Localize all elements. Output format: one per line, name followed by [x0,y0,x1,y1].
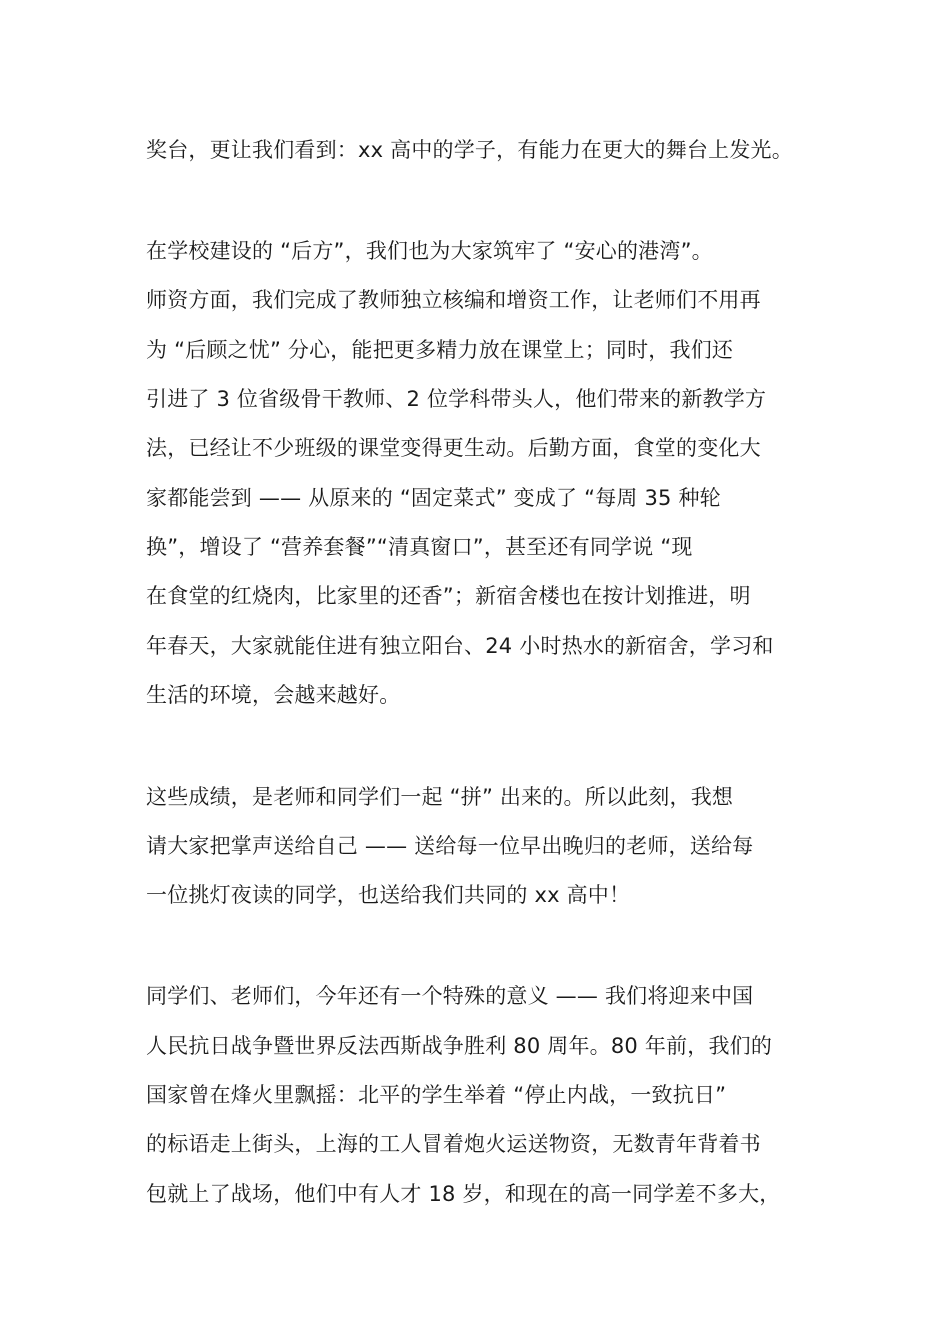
text-line: 的标语走上街头，上海的工人冒着炮火运送物资，无数青年背着书 [146,1132,761,1156]
text-line: 为 “后顾之忧” 分心，能把更多精力放在课堂上；同时，我们还 [146,338,734,362]
text-line: 这些成绩，是老师和同学们一起 “拼” 出来的。所以此刻，我想 [146,785,734,809]
text-line: 人民抗日战争暨世界反法西斯战争胜利 80 周年。80 年前，我们的 [146,1034,773,1058]
text-line: 生活的环境，会越来越好。 [146,683,401,707]
text-line: 法，已经让不少班级的课堂变得更生动。后勤方面，食堂的变化大 [146,436,761,460]
text-line: 奖台，更让我们看到：xx 高中的学子，有能力在更大的舞台上发光。 [146,138,793,162]
text-line: 一位挑灯夜读的同学，也送给我们共同的 xx 高中！ [146,883,631,907]
text-line: 引进了 3 位省级骨干教师、2 位学科带头人，他们带来的新教学方 [146,387,767,411]
text-line: 家都能尝到 —— 从原来的 “固定菜式” 变成了 “每周 35 种轮 [146,486,721,510]
text-line: 包就上了战场，他们中有人才 18 岁，和现在的高一同学差不多大， [146,1182,781,1206]
text-line: 请大家把掌声送给自己 —— 送给每一位早出晚归的老师，送给每 [146,834,754,858]
text-line: 换”，增设了 “营养套餐”“清真窗口”，甚至还有同学说 “现 [146,535,693,559]
text-line: 在食堂的红烧肉，比家里的还香”；新宿舍楼也在按计划推进，明 [146,584,751,608]
text-line: 年春天，大家就能住进有独立阳台、24 小时热水的新宿舍，学习和 [146,634,774,658]
text-line: 师资方面，我们完成了教师独立核编和增资工作，让老师们不用再 [146,288,761,312]
text-line: 在学校建设的 “后方”，我们也为大家筑牢了 “安心的港湾”。 [146,239,713,263]
text-line: 国家曾在烽火里飘摇：北平的学生举着 “停止内战，一致抗日” [146,1083,727,1107]
text-line: 同学们、老师们，今年还有一个特殊的意义 —— 我们将迎来中国 [146,984,754,1008]
